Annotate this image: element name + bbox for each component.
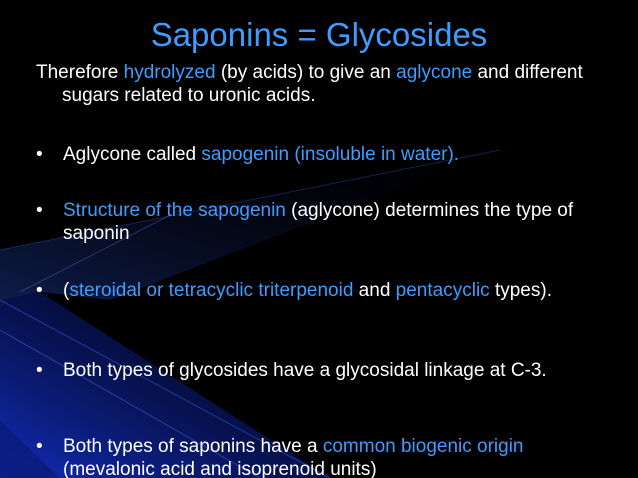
bullet-highlight: sapogenin (insoluble in water). bbox=[201, 144, 460, 165]
bullet-item bbox=[36, 143, 616, 166]
bullet-text bbox=[36, 359, 616, 382]
bullet-text bbox=[36, 279, 616, 302]
bullet-icon: • bbox=[36, 360, 43, 381]
bullet-icon: • bbox=[36, 436, 43, 457]
bullet-text bbox=[36, 199, 616, 245]
intro-text: (by acids) to give an bbox=[215, 62, 397, 83]
bullet-text-part: Aglycone called bbox=[63, 144, 202, 165]
intro-text: Therefore bbox=[36, 62, 124, 83]
bullet-highlight: steroidal or tetracyclic triterpenoid bbox=[69, 280, 354, 301]
slide-title: Saponins = Glycosides bbox=[150, 16, 488, 53]
bullet-highlight: pentacyclic bbox=[395, 280, 490, 301]
bullet-text-part: (aglycone) determines the type of saponin bbox=[63, 200, 574, 244]
bullet-item bbox=[36, 435, 616, 478]
bullet-text-part: and bbox=[353, 280, 396, 301]
bullet-text-part: types). bbox=[489, 280, 552, 301]
bullet-text-part: Both types of saponins have a bbox=[63, 436, 323, 457]
intro-paragraph bbox=[36, 61, 638, 107]
bullet-text-part: Both types of glycosides have a glycosidal linkage at C-3. bbox=[63, 360, 547, 381]
bullet-item bbox=[36, 199, 616, 245]
bullet-item bbox=[36, 359, 616, 382]
intro-text: and different sugars related to uronic acids. bbox=[62, 62, 583, 106]
bullet-text bbox=[36, 435, 616, 478]
bullet-text-part: ( bbox=[63, 280, 70, 301]
intro-highlight-hydrolyzed: hydrolyzed bbox=[123, 62, 216, 83]
bullet-icon: • bbox=[36, 280, 43, 301]
bullet-icon: • bbox=[36, 144, 43, 165]
bullet-text bbox=[36, 143, 616, 166]
bullet-icon: • bbox=[36, 200, 43, 221]
bullet-highlight: Structure of the sapogenin bbox=[63, 200, 286, 221]
bullet-highlight: common biogenic origin bbox=[322, 436, 524, 457]
intro-highlight-aglycone: aglycone bbox=[396, 62, 473, 83]
bullet-text-part: (mevalonic acid and isoprenoid units) bbox=[63, 459, 377, 478]
bullet-item bbox=[36, 279, 616, 302]
